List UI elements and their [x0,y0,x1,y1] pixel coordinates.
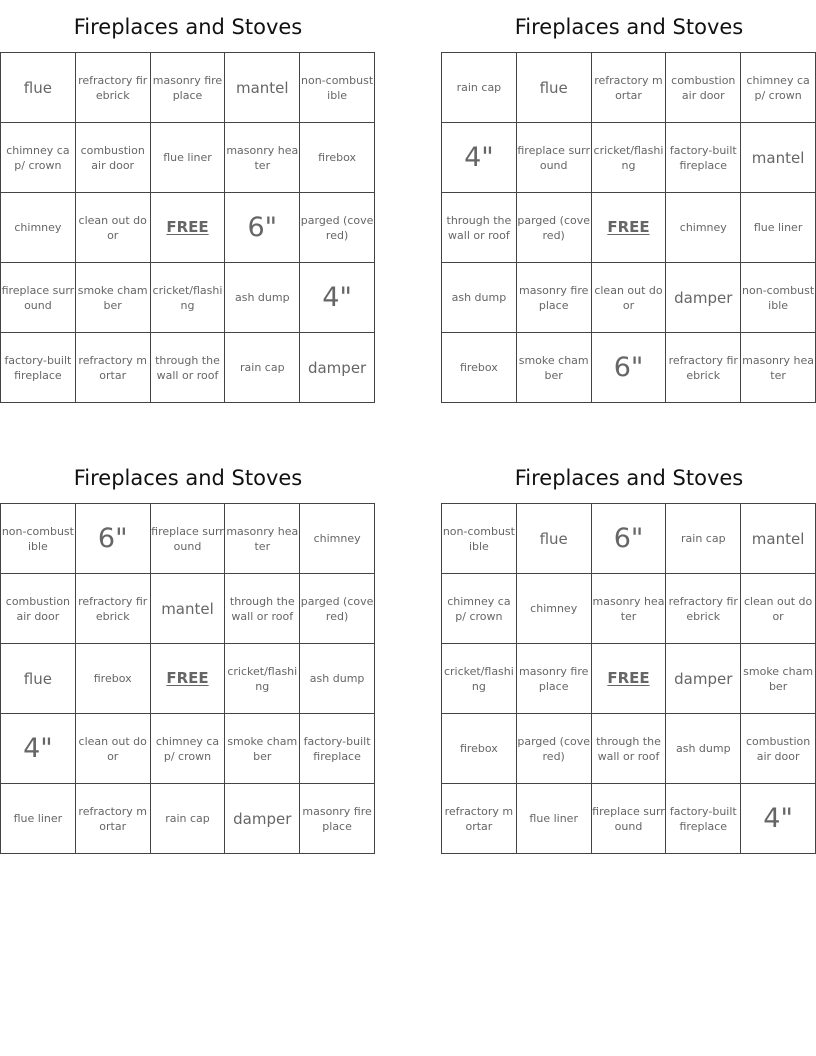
free-space: FREE [591,644,666,714]
grid-cell: refractory mortar [75,784,150,854]
grid-row [442,644,816,714]
grid-cell: refractory firebrick [666,574,741,644]
grid-cell: damper [300,333,375,403]
grid-cell: flue [516,53,591,123]
grid-cell: chimney [516,574,591,644]
grid-cell: chimney [666,193,741,263]
grid-cell: rain cap [225,333,300,403]
grid-cell: 6" [75,504,150,574]
grid-cell: cricket/flashing [150,263,225,333]
grid-cell: 6" [591,333,666,403]
grid-cell: masonry heater [741,333,816,403]
grid-cell: through the wall or roof [225,574,300,644]
grid-cell: fireplace surround [150,504,225,574]
grid-cell: chimney cap/ crown [150,714,225,784]
grid-cell: factory-built fireplace [1,333,76,403]
grid-row [1,53,375,123]
grid-cell: rain cap [666,504,741,574]
grid-cell: flue liner [150,123,225,193]
grid-cell: factory-built fireplace [666,784,741,854]
grid-cell: parged (covered) [300,574,375,644]
grid-cell: parged (covered) [516,714,591,784]
bingo-grid [441,52,816,403]
grid-row [1,193,375,263]
grid-cell: flue [1,644,76,714]
grid-cell: mantel [741,123,816,193]
grid-cell: damper [666,644,741,714]
grid-cell: clean out door [591,263,666,333]
grid-cell: chimney cap/ crown [442,574,517,644]
grid-row [442,333,816,403]
grid-row [1,714,375,784]
grid-row [442,123,816,193]
grid-cell: fireplace surround [516,123,591,193]
grid-cell: refractory firebrick [666,333,741,403]
grid-cell: masonry fireplace [300,784,375,854]
grid-cell: factory-built fireplace [300,714,375,784]
grid-cell: combustion air door [75,123,150,193]
card-title: Fireplaces and Stoves [73,15,303,39]
grid-cell: refractory firebrick [75,574,150,644]
grid-row [442,263,816,333]
grid-row [442,784,816,854]
grid-cell: through the wall or roof [442,193,517,263]
grid-row [442,193,816,263]
grid-cell: refractory mortar [442,784,517,854]
grid-cell: fireplace surround [1,263,76,333]
grid-cell: 4" [1,714,76,784]
grid-cell: flue liner [516,784,591,854]
grid-cell: chimney [1,193,76,263]
grid-cell: masonry heater [591,574,666,644]
grid-cell: cricket/flashing [591,123,666,193]
grid-cell: masonry fireplace [150,53,225,123]
grid-cell: mantel [150,574,225,644]
grid-cell: ash dump [666,714,741,784]
grid-cell: smoke chamber [741,644,816,714]
grid-row [1,263,375,333]
grid-cell: smoke chamber [225,714,300,784]
bingo-grid [441,503,816,854]
grid-cell: non-combustible [1,504,76,574]
grid-row [442,574,816,644]
grid-cell: chimney cap/ crown [1,123,76,193]
grid-cell: ash dump [442,263,517,333]
card-title: Fireplaces and Stoves [514,15,744,39]
grid-cell: masonry fireplace [516,644,591,714]
grid-cell: rain cap [442,53,517,123]
grid-cell: non-combustible [741,263,816,333]
grid-cell: parged (covered) [300,193,375,263]
grid-row [1,784,375,854]
grid-cell: chimney cap/ crown [741,53,816,123]
grid-cell: masonry fireplace [516,263,591,333]
free-space: FREE [150,644,225,714]
grid-cell: clean out door [741,574,816,644]
grid-cell: combustion air door [666,53,741,123]
grid-cell: ash dump [300,644,375,714]
grid-cell: parged (covered) [516,193,591,263]
grid-cell: 4" [300,263,375,333]
grid-cell: firebox [442,714,517,784]
grid-cell: smoke chamber [516,333,591,403]
grid-cell: flue [516,504,591,574]
grid-cell: fireplace surround [591,784,666,854]
grid-cell: through the wall or roof [150,333,225,403]
grid-cell: 6" [591,504,666,574]
grid-cell: damper [666,263,741,333]
grid-cell: non-combustible [300,53,375,123]
grid-cell: refractory mortar [591,53,666,123]
grid-cell: flue liner [741,193,816,263]
grid-row [1,504,375,574]
grid-cell: refractory firebrick [75,53,150,123]
grid-cell: rain cap [150,784,225,854]
grid-row [1,123,375,193]
grid-row [442,53,816,123]
card-title: Fireplaces and Stoves [73,466,303,490]
grid-row [1,644,375,714]
grid-cell: combustion air door [1,574,76,644]
grid-cell: through the wall or roof [591,714,666,784]
grid-cell: 4" [442,123,517,193]
grid-cell: masonry heater [225,504,300,574]
bingo-grid [0,503,375,854]
grid-cell: flue [1,53,76,123]
grid-cell: 6" [225,193,300,263]
grid-cell: firebox [300,123,375,193]
grid-cell: 4" [741,784,816,854]
grid-cell: non-combustible [442,504,517,574]
grid-row [442,504,816,574]
grid-cell: flue liner [1,784,76,854]
grid-row [1,574,375,644]
grid-cell: firebox [442,333,517,403]
free-space: FREE [591,193,666,263]
grid-cell: factory-built fireplace [666,123,741,193]
free-space: FREE [150,193,225,263]
grid-row [442,714,816,784]
grid-cell: firebox [75,644,150,714]
grid-cell: mantel [225,53,300,123]
grid-cell: refractory mortar [75,333,150,403]
grid-cell: damper [225,784,300,854]
bingo-grid [0,52,375,403]
grid-cell: combustion air door [741,714,816,784]
grid-cell: mantel [741,504,816,574]
grid-cell: clean out door [75,714,150,784]
grid-cell: smoke chamber [75,263,150,333]
grid-row [1,333,375,403]
grid-cell: chimney [300,504,375,574]
grid-cell: clean out door [75,193,150,263]
grid-cell: cricket/flashing [225,644,300,714]
grid-cell: ash dump [225,263,300,333]
card-title: Fireplaces and Stoves [514,466,744,490]
grid-cell: cricket/flashing [442,644,517,714]
grid-cell: masonry heater [225,123,300,193]
